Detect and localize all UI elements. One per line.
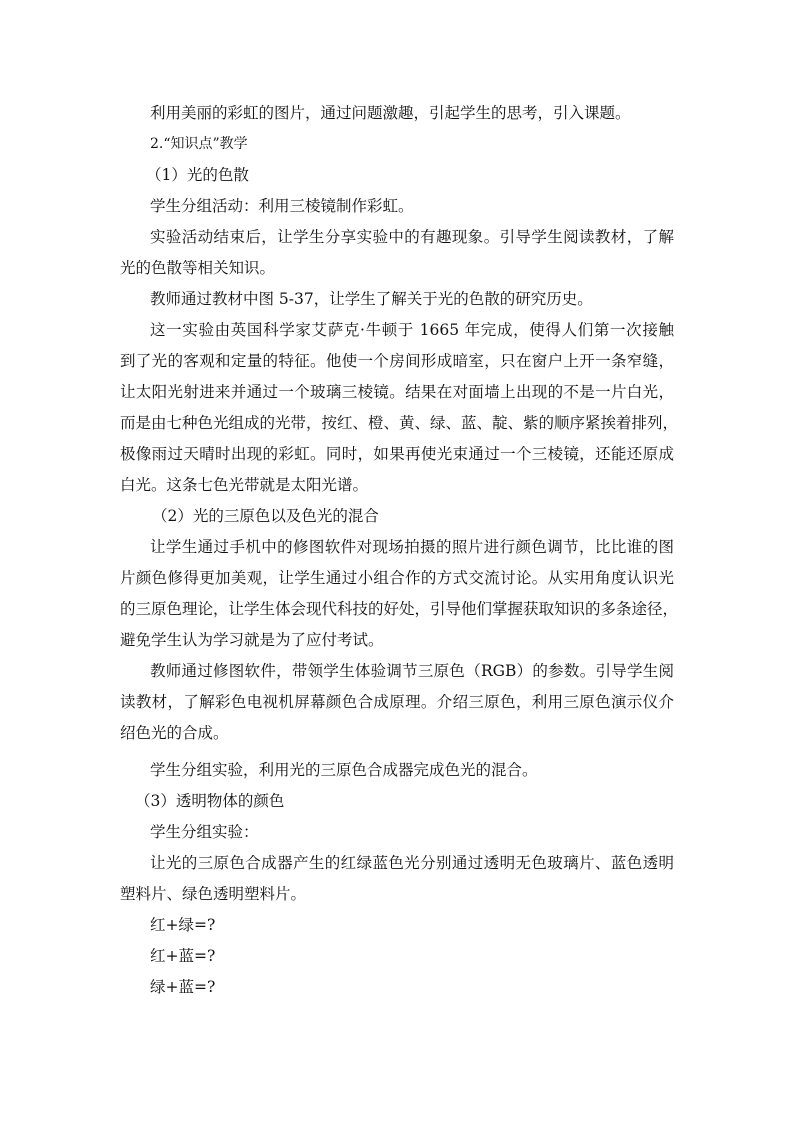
question-line: 红+蓝=?	[150, 947, 216, 965]
paragraph-line: 塑料片、绿色透明塑料片。	[120, 885, 307, 903]
subheading-transparent-objects: （3）透明物体的颜色	[135, 792, 285, 810]
intro-line: 利用美丽的彩虹的图片，通过问题激趣，引起学生的思考，引入课题。	[150, 104, 631, 122]
paragraph-line: 教师通过修图软件，带领学生体验调节三原色（RGB）的参数。引导学生阅	[150, 662, 674, 680]
paragraph-line: 这一实验由英国科学家艾萨克·牛顿于 1665 年完成，使得人们第一次接触	[150, 321, 674, 339]
subheading-primary-colors: （2）光的三原色以及色光的混合	[152, 507, 379, 525]
paragraph-line: 让太阳光射进来并通过一个玻璃三棱镜。结果在对面墙上出现的不是一片白光，	[120, 383, 674, 401]
paragraph-line: 白光。这条七色光带就是太阳光谱。	[120, 476, 369, 494]
paragraph-line: 教师通过教材中图 5-37，让学生了解关于光的色散的研究历史。	[150, 290, 593, 308]
paragraph-line: 学生分组活动：利用三棱镜制作彩虹。	[150, 197, 414, 215]
paragraph-line: 让学生通过手机中的修图软件对现场拍摄的照片进行颜色调节，比比谁的图	[150, 538, 674, 556]
paragraph-line: 让光的三原色合成器产生的红绿蓝色光分别通过透明无色玻璃片、蓝色透明	[150, 854, 674, 872]
paragraph-line: 的三原色理论，让学生体会现代科技的好处，引导他们掌握获取知识的多条途径，	[120, 600, 679, 618]
paragraph-line: 绍色光的合成。	[120, 724, 229, 742]
paragraph-line: 学生分组实验，利用光的三原色合成器完成色光的混合。	[150, 761, 538, 779]
paragraph-line: 片颜色修得更加美观，让学生通过小组合作的方式交流讨论。从实用角度认识光	[120, 569, 674, 587]
section-heading-knowledge: 2.“知识点”教学	[150, 136, 248, 152]
paragraph-line: 实验活动结束后，让学生分享实验中的有趣现象。引导学生阅读教材，了解	[150, 228, 674, 246]
subheading-dispersion: （1）光的色散	[146, 166, 249, 184]
paragraph-line: 避免学生认为学习就是为了应付考试。	[120, 631, 384, 649]
paragraph-line: 极像雨过天晴时出现的彩虹。同时，如果再使光束通过一个三棱镜，还能还原成	[120, 445, 674, 463]
paragraph-line: 而是由七种色光组成的光带，按红、橙、黄、绿、蓝、靛、紫的顺序紧挨着排列，	[120, 414, 679, 432]
paragraph-line: 到了光的客观和定量的特征。他使一个房间形成暗室，只在窗户上开一条窄缝，	[120, 352, 674, 370]
paragraph-line: 学生分组实验：	[150, 823, 259, 841]
paragraph-line: 读教材，了解彩色电视机屏幕颜色合成原理。介绍三原色，利用三原色演示仪介	[120, 693, 674, 711]
paragraph-line: 光的色散等相关知识。	[120, 259, 276, 277]
question-line: 红+绿=?	[150, 916, 216, 934]
question-line: 绿+蓝=?	[150, 978, 216, 996]
